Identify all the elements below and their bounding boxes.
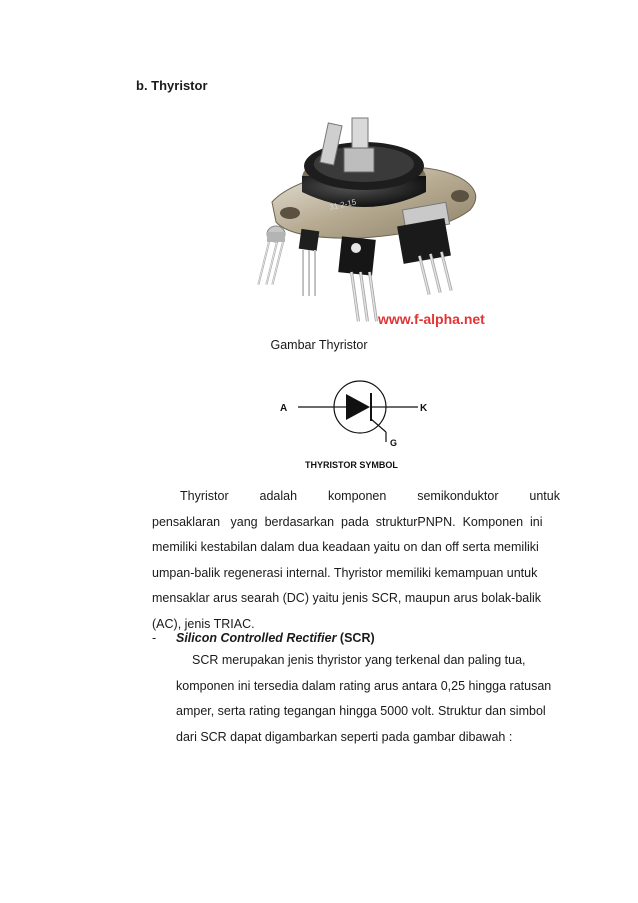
anode-label: A — [280, 403, 288, 414]
thyristor-photo — [232, 110, 510, 332]
paragraph-word: Thyristor — [180, 489, 229, 503]
paragraph-line: dari SCR dapat digambarkan seperti pada gambar dibawah : — [176, 729, 513, 744]
gate-label: G — [390, 438, 398, 448]
photo-marking: 31 2-15 — [328, 197, 357, 212]
symbol-title: THYRISTOR SYMBOL — [305, 460, 398, 470]
scr-description-paragraph — [176, 648, 560, 750]
thyristor-symbol-diagram — [276, 380, 426, 472]
scr-subheading-suffix: (SCR) — [336, 631, 375, 645]
paragraph-line: memiliki kestabilan dalam dua keadaan yaitu on dan off serta memiliki — [152, 540, 539, 554]
paragraph-line — [152, 484, 560, 510]
scr-subheading-italic: Silicon Controlled Rectifier — [176, 631, 337, 645]
section-heading: b. Thyristor — [136, 78, 208, 93]
paragraph-line: amper, serta rating tegangan hingga 5000 volt. Struktur dan simbol — [176, 704, 546, 718]
scr-subheading — [176, 628, 375, 648]
paragraph-word: untuk — [529, 489, 560, 503]
paragraph-word: semikonduktor — [417, 489, 499, 503]
paragraph-line: pensaklaran yang berdasarkan pada strukturPNPN. Komponen ini — [152, 514, 543, 529]
paragraph-line: (AC), jenis TRIAC. — [152, 616, 255, 631]
paragraph-word: adalah — [259, 489, 298, 503]
paragraph-line: mensaklar arus searah (DC) yaitu jenis SCR, maupun arus bolak-balik — [152, 591, 542, 605]
thyristor-description-paragraph — [152, 484, 560, 637]
diode-triangle — [346, 394, 370, 420]
paragraph-word: komponen — [327, 489, 387, 503]
cathode-label: K — [420, 403, 428, 414]
paragraph-line: SCR merupakan jenis thyristor yang terkenal dan paling tua, — [192, 653, 526, 667]
figure-caption: Gambar Thyristor — [270, 338, 368, 352]
paragraph-line: komponen ini tersedia dalam rating arus antara 0,25 hingga ratusan — [176, 678, 552, 693]
paragraph-line: umpan-balik regenerasi internal. Thyristor memiliki kemampuan untuk — [152, 565, 538, 580]
photo-watermark: www.f-alpha.net — [378, 311, 485, 327]
list-bullet: - — [152, 631, 157, 645]
